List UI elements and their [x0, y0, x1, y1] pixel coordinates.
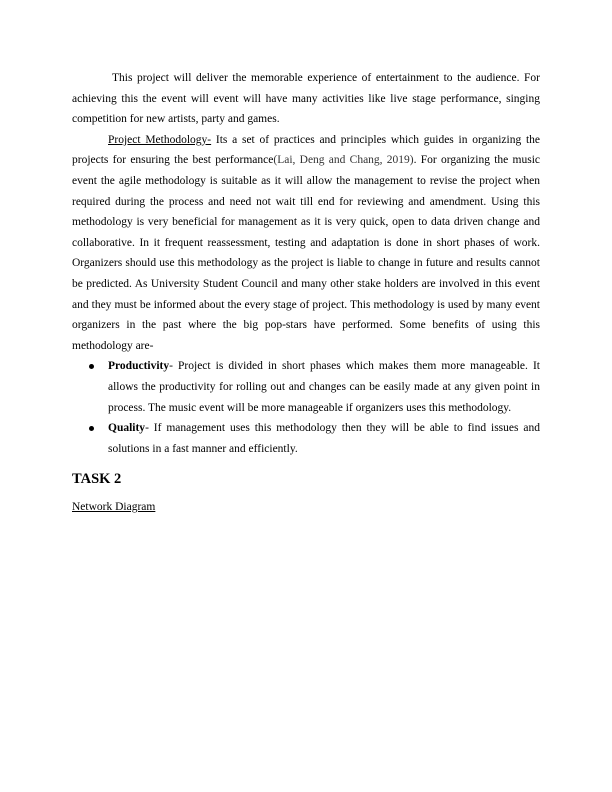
citation: (Lai, Deng and Chang, 2019) [273, 154, 414, 167]
task-heading: TASK 2 [72, 471, 122, 488]
benefits-list [72, 356, 540, 459]
methodology-label: Project Methodology- [108, 133, 212, 146]
benefit-title: Quality [108, 422, 146, 435]
list-item [72, 418, 540, 459]
list-item [72, 356, 540, 418]
benefit-text: - If management uses this methodology then they will be able to find issues and solutions in a fast manner and efficiently. [108, 422, 540, 455]
benefit-title: Productivity [108, 360, 170, 373]
methodology-paragraph [72, 130, 540, 357]
bullet-icon [89, 426, 94, 431]
methodology-text-2: . For organizing the music event the agile methodology is suitable as it will allow the management to revise the project when required during the process and need not wait till end for reviewing and amendment. Using this methodology is very beneficial for management as it is very quick, open to data driven change and collaborative. In it frequent reassessment, testing and adaptation is done in short phases of work. Organizers should use this methodology as the project is liable to change in future and results cannot be predicted. As University Student Council and many other stake holders are involved in this event and they must be informed about the every stage of project. This methodology is used by many event organizers in the past where the big pop-stars have performed. Some benefits of using this methodology are- [72, 154, 540, 352]
document-page [72, 68, 540, 516]
bullet-icon [89, 364, 94, 369]
benefit-text: - Project is divided in short phases which makes them more manageable. It allows the productivity for rolling out and changes can be easily made at any given point in process. The music event will be more manageable if organizers uses this methodology. [108, 360, 540, 414]
intro-paragraph: This project will deliver the memorable experience of entertainment to the audience. For achieving this the event will event will have many activities like live stage performance, singing competition for new artists, party and games. [72, 72, 540, 126]
methodology-text-1: Its a set of practices and principles which guides in organizing the projects for ensuring the best performance [72, 133, 540, 167]
network-diagram-subheading: Network Diagram [72, 501, 156, 514]
